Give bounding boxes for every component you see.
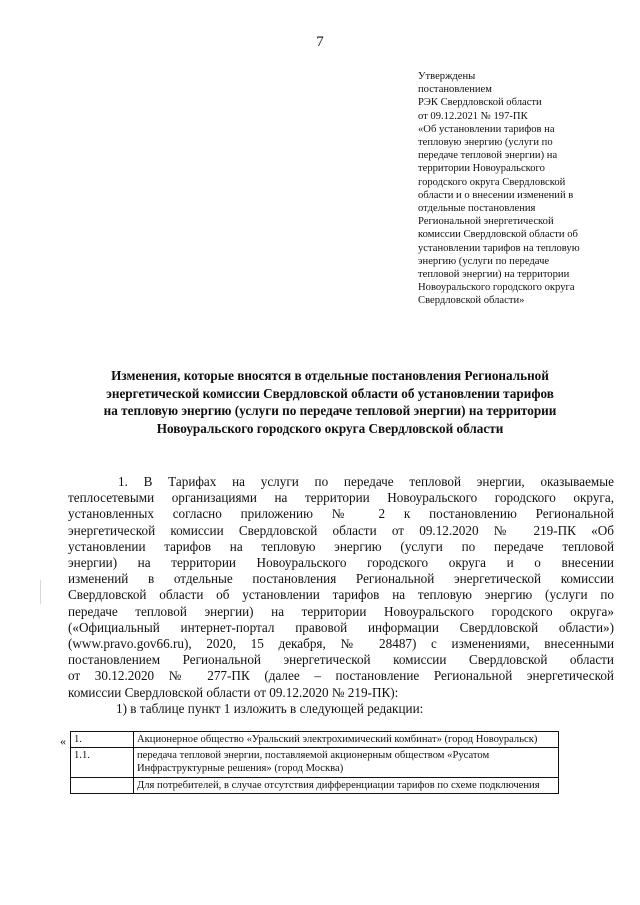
- approval-line: от 09.12.2021 № 197-ПК: [418, 110, 528, 122]
- approval-line: тепловую энергию (услуги по: [418, 137, 553, 149]
- approval-line: установлении тарифов на тепловую: [418, 242, 580, 254]
- approval-line: Региональной энергетической: [418, 216, 554, 228]
- approval-line: отдельные постановления: [418, 203, 536, 215]
- body-paragraph: [68, 474, 614, 717]
- approval-line: территории Новоуральского: [418, 163, 545, 175]
- heading-line: Изменения, которые вносятся в отдельные постановления Региональной: [111, 368, 549, 383]
- table-cell-text: передача тепловой энергии, поставляемой акционерным обществом «Русатом Инфраструктурные решения» (город Москва): [134, 748, 559, 777]
- approval-line: «Об установлении тарифов на: [418, 123, 555, 135]
- body-line: установлении тарифов на тепловую энергию (услуги по передаче тепловой: [68, 538, 614, 554]
- approval-line: Утверждены: [418, 71, 476, 82]
- approval-line: энергию (услуги по передаче: [418, 255, 550, 267]
- body-line: от 30.12.2020 № 277-ПК (далее – постановление Региональной энергетической: [68, 668, 614, 684]
- body-line: 1. В Тарифах на услуги по передаче тепловой энергии, оказываемые: [118, 474, 614, 489]
- approval-line: передаче тепловой энергии) на: [418, 150, 558, 162]
- body-line: изменений в отдельные постановления Региональной энергетической комиссии: [68, 571, 614, 587]
- table-row: [71, 748, 559, 777]
- heading-line: энергетической комиссии Свердловской области об установлении тарифов: [106, 385, 554, 401]
- body-line: теплосетевыми организациями на территории Новоуральского городского округа,: [68, 490, 614, 506]
- approval-line: РЭК Свердловской области: [418, 97, 542, 109]
- document-heading: [68, 367, 592, 437]
- heading-line: на тепловую энергию (услуги по передаче тепловой энергии) на территории: [103, 403, 557, 418]
- approval-line: комиссии Свердловской области об: [418, 229, 578, 241]
- body-line: передаче тепловой энергии) на территории Новоуральского городского округа»: [68, 603, 614, 619]
- heading-line: Новоуральского городского округа Свердловской области: [156, 420, 504, 436]
- approval-line: области и о внесении изменений в: [418, 189, 574, 201]
- body-line: установленных согласно приложению № 2 к постановлению Региональной: [68, 506, 614, 522]
- table-row: [71, 732, 559, 748]
- approval-line: городского округа Свердловской: [418, 176, 566, 188]
- body-line: (www.pravo.gov66.ru), 2020, 15 декабря, № 28487) с изменениями, внесенными: [68, 636, 614, 652]
- table-cell-number: [71, 777, 134, 793]
- body-line: энергетической комиссии Свердловской области от 09.12.2020 № 219-ПК «Об: [68, 522, 614, 538]
- table-cell-number: 1.1.: [71, 748, 134, 777]
- body-line: Свердловской области об установлении тарифов на тепловую энергию (услуги по: [68, 587, 614, 603]
- body-line: комиссии Свердловской области от 09.12.2020 № 219-ПК):: [68, 684, 399, 700]
- scan-artifact: [40, 580, 41, 604]
- approval-line: Свердловской области»: [418, 295, 525, 307]
- approval-line: Новоуральского городского округа: [418, 282, 575, 294]
- table-cell-text: Акционерное общество «Уральский электрохимический комбинат» (город Новоуральск): [134, 732, 559, 748]
- body-line: («Официальный интернет-портал правовой информации Свердловской области»): [68, 619, 614, 635]
- table-cell-number: 1.: [71, 732, 134, 748]
- body-line: 1) в таблице пункт 1 изложить в следующей редакции:: [116, 700, 424, 716]
- body-line: энергии) на территории Новоуральского городского округа и о внесении: [68, 555, 614, 571]
- table-cell-text: Для потребителей, в случае отсутствия дифференциации тарифов по схеме подключения: [134, 777, 559, 793]
- table-row: [71, 777, 559, 793]
- body-line: постановлением Региональной энергетической комиссии Свердловской области: [68, 652, 614, 668]
- approval-line: тепловой энергии) на территории: [418, 269, 570, 281]
- changes-table: [70, 731, 559, 794]
- page-number: 7: [316, 34, 324, 50]
- opening-quote-mark: «: [60, 734, 66, 748]
- approval-block: [418, 70, 623, 308]
- approval-line: постановлением: [418, 84, 492, 96]
